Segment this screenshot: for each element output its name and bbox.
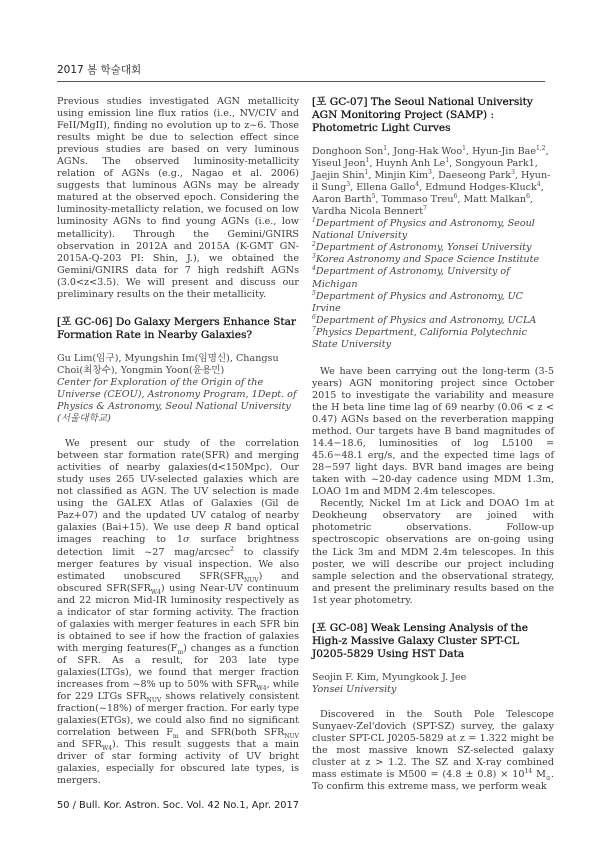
header-rule bbox=[57, 81, 545, 82]
author-name: Jong-Hak Woo bbox=[393, 146, 463, 157]
abstract-title: [포 GC-06] Do Galaxy Mergers Enhance Star Formation Rate in Nearby Galaxies? bbox=[57, 315, 296, 341]
author-name: Songyoun Park1 bbox=[455, 158, 535, 170]
author-affiliation-marker: 1,2 bbox=[536, 144, 546, 152]
author-name: Daeseong Park bbox=[438, 170, 512, 182]
author-name: Huynh Anh Le bbox=[375, 158, 446, 170]
author-affiliation-marker: 3 bbox=[428, 168, 432, 176]
author-name: Yiseul Jeon bbox=[312, 158, 366, 170]
abstract-title: [포 GC-07] The Seoul National University AGN Monitoring Project (SAMP) : Photometric Light Curves bbox=[312, 96, 533, 134]
author-affiliation-marker: 1 bbox=[445, 156, 450, 164]
abstract-affiliation: Center for Exploration of the Origin of the Universe (CEOU), Astronomy Program, 1Dept. of Physics & Astronomy, Seoul National University (서울대학교) bbox=[57, 376, 297, 425]
affiliation-line: $^2$Department of Astronomy, Yonsei University bbox=[312, 241, 532, 254]
author-affiliation-marker: 1 bbox=[462, 144, 466, 152]
abstract-body: We present our study of the correlation between star formation rate(SFR) and merging activities of nearby galaxies(d<150Mpc). Our study uses 265 UV-selected galaxies which are not classified as AGN. The UV selection is made using the GALEX Atlas of Galaxies (Gil de Paz+07) and the updated UV catalog of nearby galaxies (Bai+15). We use deep R band optical images reaching to 1σ surface brightness detection limit ~27 mag/arcsec$^2$ to classify merger features by visual inspection. We also estimated unobscured $SFR(SFR_{NUV})$ and obscured $SFR(SFR_{W4})$ using Near-UV continuum and 22 micron Mid-IR luminosity respectively as a indicator of star forming activity. The fraction of galaxies with merger features in each SFR bin is obtained to see if how the fraction of galaxies with merging $features(F_m)$ changes as a function of SFR. As a result, for 203 late type galaxies(LTGs), we found that merger fraction increases from ~8% up to 50% with $SFR_{W4}$, while for 229 LTGs $SFR_{NUV}$ shows relatively consistent fraction(~18%) of merger fraction. For early type galaxies(ETGs), we could also find no significant correlation between $F_m$ and SFR(both $SFR_{NUV}$ and $SFR_{W4}$). This result suggests that a main driver of star forming activity of UV bright galaxies, especially for obscured late types, is mergers. bbox=[57, 438, 300, 787]
author-affiliation-marker: 4 bbox=[415, 180, 420, 188]
abstract-body-paragraph-1: We have been carrying out the long-term (3-5 years) AGN monitoring project since October 2015 to investigate the variability and measure the H beta line time lag of 69 nearby (0.06 < z < 0.47) AGNs based on the reverberation mapping method. Our targets have B band magnitudes of 14.4−18.6, luminosities of log L5100 = 45.6−48.1 erg/s, and the expected time lags of 28−597 light days. BVR band images are being taken with ~20-day cadence using MDM 1.3m, LOAO 1m and MDM 2.4m telescopes. bbox=[312, 365, 554, 498]
author-affiliation-marker: 3 bbox=[511, 168, 515, 176]
abstract-authors: Gu Lim(임구), Myungshin Im(임명신), Changsu Choi(최창수), Yongmin Yoon(윤용민) bbox=[57, 352, 279, 376]
affiliation-line: $^4$Department of Astronomy, University of Michigan bbox=[312, 265, 510, 290]
page-footer-citation: 50 / Bull. Kor. Astron. Soc. Vol. 42 No.1, Apr. 2017 bbox=[57, 800, 300, 811]
right-column bbox=[312, 96, 554, 793]
abstract-body: Discovered in the South Pole Telescope Sunyaev-Zel'dovich (SPT-SZ) survey, the galaxy cluster SPT-CL J0205-5829 at z = 1.322 might be the most massive known SZ-selected galaxy cluster at z > 1.2. The SZ and X-ray combined mass estimate is $M500 = (4.8 \pm 0.8) \times 10^{14}$ $M_⊙$. To confirm this extreme mass, we perform weak bbox=[312, 708, 555, 793]
author-affiliation-marker: 3 bbox=[346, 180, 351, 188]
affiliation-line: $^3$Korea Astronomy and Space Science Institute bbox=[312, 253, 540, 266]
author-name: Edmund Hodges-Kluck bbox=[425, 182, 537, 194]
affiliation-line: $^5$Department of Physics and Astronomy, UC Irvine bbox=[312, 289, 524, 314]
author-name: Minjin Kim bbox=[374, 170, 429, 182]
abstract-authors: Seojin F. Kim, Myungkook J. Jee bbox=[312, 671, 467, 683]
author-name: Hyun-il Sung bbox=[312, 170, 551, 194]
affiliation-line: $^7$Physics Department, California Polytechnic State University bbox=[312, 325, 527, 350]
abstract-authors: Donghoon Son$^1$, Jong-Hak Woo$^1$, Hyun-Jin Bae$^{1,2}$, Yiseul Jeon$^1$, Huynh Anh Le$^1$, Songyoun Park1, Jaejin Shin$^1$, Minjin Kim$^3$, Daeseong Park$^3$, Hyun-il Sung$^3$, Ellena Gallo$^4$, Edmund Hodges-Kluck$^4$, Aaron Barth$^5$, Tommaso Treu$^6$, Matt Malkan$^6$, Vardha Nicola Bennert$^7$ bbox=[312, 144, 551, 218]
author-affiliation-marker: 1 bbox=[364, 168, 369, 176]
left-column bbox=[57, 96, 299, 787]
affiliation-line: $^1$Department of Physics and Astronomy, Seoul National University bbox=[312, 217, 535, 242]
author-affiliation-marker: 6 bbox=[453, 193, 458, 200]
abstract-gc08 bbox=[312, 622, 554, 793]
author-name: Jaejin Shin bbox=[312, 170, 365, 182]
author-name: Ellena Gallo bbox=[356, 182, 416, 194]
abstract-gc07 bbox=[312, 96, 554, 607]
author-name: Vardha Nicola Bennert bbox=[312, 206, 424, 218]
author-affiliation-marker: 6 bbox=[526, 193, 530, 200]
abstract-gc06 bbox=[57, 316, 299, 788]
running-head: 2017 봄 학술대회 bbox=[57, 64, 142, 76]
author-name: Matt Malkan bbox=[463, 194, 527, 206]
author-affiliation-marker: 7 bbox=[423, 205, 427, 213]
author-name: Hyun-Jin Bae bbox=[472, 146, 537, 157]
author-name: Tommaso Treu bbox=[381, 194, 454, 206]
affiliation-line: $^6$Department of Physics and Astronomy, UCLA bbox=[312, 313, 537, 326]
author-affiliation-marker: 4 bbox=[536, 180, 541, 188]
abstract-body-paragraph-2: Recently, Nickel 1m at Lick and DOAO 1m at Deokheung observatory are joined with photometric observations. Follow-up spectroscopic observations are on-going using the Lick 3m and MDM 2.4m telescopes. In this poster, we will describe our project including sample selection and the observational strategy, and present the preliminary results based on the 1st year photometry. bbox=[312, 498, 554, 606]
abstract-title: [포 GC-08] Weak Lensing Analysis of the High-z Massive Galaxy Cluster SPT-CL J0205-5829 Using HST Data bbox=[312, 621, 528, 660]
author-affiliation-marker: 1 bbox=[383, 144, 388, 152]
author-name: Donghoon Son bbox=[312, 146, 384, 157]
abstract-affiliation: Yonsei University bbox=[312, 683, 397, 695]
continued-abstract-text: Previous studies investigated AGN metallicity using emission line flux ratios (i.e., NV/CIV and FeII/MgII), finding no evolution up to z~6. Those results might be due to selection effect since previous studies are based on very luminous AGNs. The observed luminosity-metallicity relation of AGNs (e.g., Nagao et al. 2006) suggests that luminous AGNs may be already matured at the observed epoch. Considering the luminosity-metallicty relation, we focused on low luminosity AGNs to find young AGNs (i.e., low metallicity). Through the Gemini/GNIRS observation in 2012A and 2015A (K-GMT GN-2015A-Q-203 PI: Shin, J.), we obtained the Gemini/GNIRS data for 7 high redshift AGNs (3.0<z<3.5). We will present and discuss our preliminary results on the their metallicity. bbox=[57, 96, 299, 300]
author-affiliation-marker: 5 bbox=[371, 193, 376, 200]
abstract-affiliations bbox=[312, 218, 554, 351]
author-name: Aaron Barth bbox=[312, 194, 372, 206]
author-affiliation-marker: 1 bbox=[365, 156, 370, 164]
